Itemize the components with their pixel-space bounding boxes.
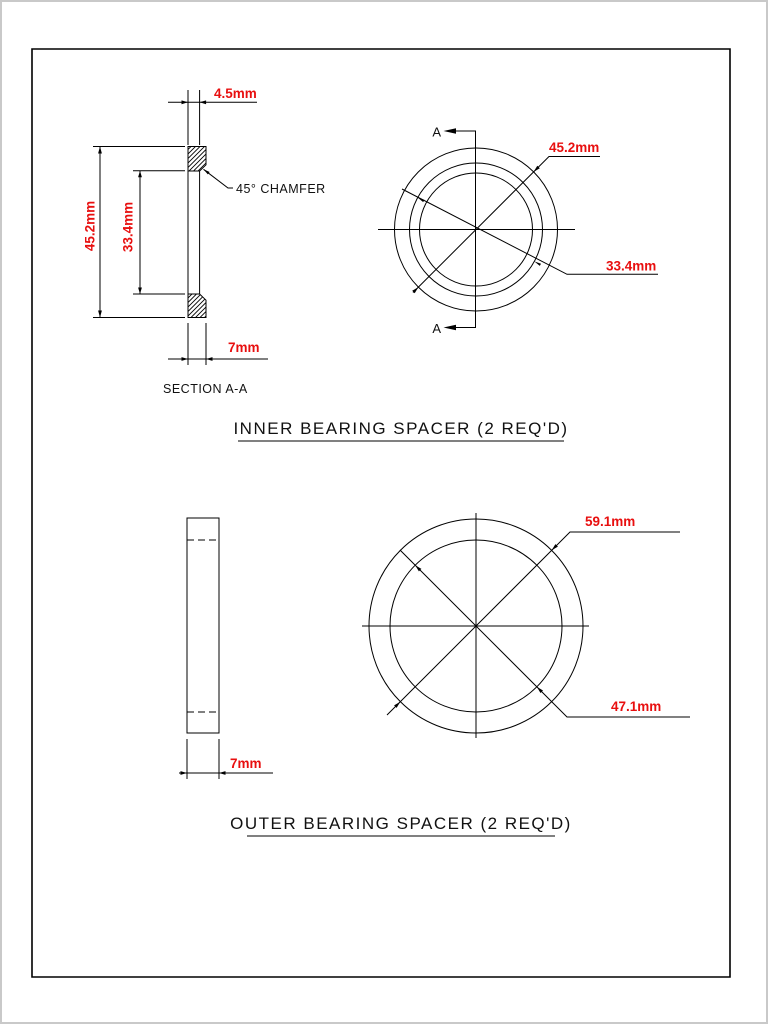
dim-label-section-outer-diameter: 45.2mm <box>82 200 98 252</box>
chamfer-leader <box>204 169 234 188</box>
outer-diameter-leader <box>413 157 600 293</box>
arrowhead <box>182 357 189 361</box>
dim-label-outer-plan-outer-diameter: 59.1mm <box>585 514 636 529</box>
section-label: SECTION A-A <box>163 382 248 396</box>
dim-label-section-inner-diameter: 33.4mm <box>120 201 136 253</box>
arrowhead <box>418 198 425 203</box>
cut-arrow <box>444 325 457 331</box>
outer-spacer-title: OUTER BEARING SPACER (2 REQ'D) <box>230 814 572 833</box>
inner-spacer-plan-view <box>378 128 658 330</box>
dim-label-side-width: 7mm <box>230 756 262 771</box>
arrowhead <box>138 171 142 178</box>
arrowhead <box>219 771 226 775</box>
arrowhead <box>98 147 102 154</box>
dim-section-inner-diameter <box>133 171 185 294</box>
dim-label-bore-length: 4.5mm <box>214 86 257 101</box>
section-bottom-wall-hatch <box>188 294 206 318</box>
outer-diameter-leader <box>387 532 680 715</box>
section-marker-bottom: A <box>432 321 441 336</box>
section-marker-top: A <box>432 124 441 140</box>
chamfer-note: 45° CHAMFER <box>236 182 326 196</box>
sheet-edge <box>1 1 767 1023</box>
dim-section-outer-diameter <box>93 147 185 318</box>
dim-label-section-width: 7mm <box>228 340 260 355</box>
dim-label-plan-inner-diameter: 33.4mm <box>606 258 657 274</box>
drawing-border <box>32 49 730 977</box>
inner-spacer-section-view <box>188 147 206 318</box>
side-view-outline <box>187 518 219 733</box>
outer-spacer-side-view <box>187 518 219 733</box>
arrowhead <box>138 288 142 295</box>
arrowhead <box>98 311 102 318</box>
section-top-wall-hatch <box>188 147 206 172</box>
dim-label-outer-plan-inner-diameter: 47.1mm <box>611 699 662 714</box>
arrowhead <box>534 261 541 266</box>
inner-spacer-title: INNER BEARING SPACER (2 REQ'D) <box>233 419 569 438</box>
arrowhead <box>200 100 207 104</box>
arrowhead <box>181 771 188 775</box>
arrowhead <box>206 357 213 361</box>
arrowhead <box>182 100 189 104</box>
cut-arrow <box>444 128 457 134</box>
dim-label-plan-outer-diameter: 45.2mm <box>549 140 600 155</box>
